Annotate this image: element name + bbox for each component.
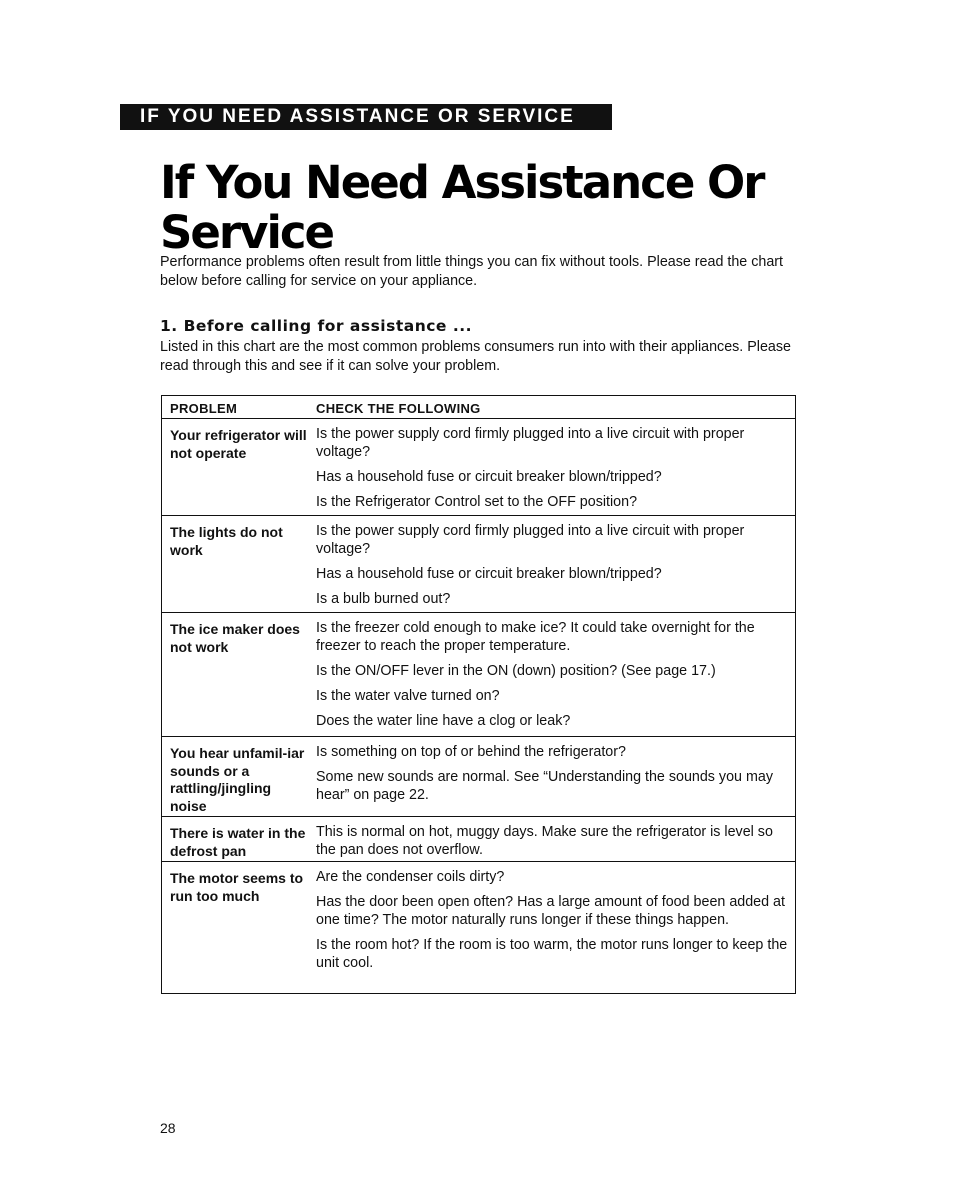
checks-cell bbox=[316, 868, 791, 979]
problem-cell: Your refrigerator will not operate bbox=[170, 427, 307, 461]
troubleshooting-table bbox=[161, 395, 796, 994]
column-header-problem: PROBLEM bbox=[170, 401, 238, 416]
intro-paragraph: Performance problems often result from little things you can fix without tools. Please read the chart below before calling for service on your appliance. bbox=[160, 254, 784, 289]
check-item: Is the water valve turned on? bbox=[316, 688, 500, 704]
problem-cell: There is water in the defrost pan bbox=[170, 825, 306, 859]
checks-cell bbox=[316, 522, 791, 615]
check-item: Some new sounds are normal. See “Understanding the sounds you may hear” on page 22. bbox=[316, 769, 773, 803]
checks-cell bbox=[316, 425, 791, 518]
check-item: Is the Refrigerator Control set to the OFF position? bbox=[316, 494, 638, 510]
check-item: Is the ON/OFF lever in the ON (down) position? (See page 17.) bbox=[316, 663, 716, 679]
column-header-check: CHECK THE FOLLOWING bbox=[316, 401, 481, 416]
check-item: Is something on top of or behind the refrigerator? bbox=[316, 744, 626, 760]
check-item: Does the water line have a clog or leak? bbox=[316, 713, 571, 729]
page-number: 28 bbox=[160, 1120, 176, 1136]
problem-cell: The lights do not work bbox=[170, 524, 283, 558]
check-item: Is a bulb burned out? bbox=[316, 591, 451, 607]
check-item: Has the door been open often? Has a large amount of food been added at one time? The motor naturally runs longer if these things happen. bbox=[316, 894, 785, 928]
check-item: Is the power supply cord firmly plugged into a live circuit with proper voltage? bbox=[316, 426, 745, 460]
checks-cell bbox=[316, 619, 791, 737]
table-row bbox=[162, 861, 795, 994]
check-item: Has a household fuse or circuit breaker blown/tripped? bbox=[316, 469, 662, 485]
check-item: Are the condenser coils dirty? bbox=[316, 869, 505, 885]
section-heading: 1. Before calling for assistance ... bbox=[160, 317, 473, 335]
check-item: Has a household fuse or circuit breaker blown/tripped? bbox=[316, 566, 662, 582]
page-title: If You Need Assistance Or Service bbox=[160, 156, 764, 259]
table-row bbox=[162, 736, 795, 817]
problem-cell: You hear unfamil-iar sounds or a rattling/jingling noise bbox=[170, 745, 305, 814]
check-item: This is normal on hot, muggy days. Make sure the refrigerator is level so the pan does not overflow. bbox=[316, 824, 773, 858]
section-text: Listed in this chart are the most common problems consumers run into with their appliances. Please read through this and see if it can solve your problem. bbox=[160, 339, 791, 374]
table-row bbox=[162, 515, 795, 613]
problem-cell: The motor seems to run too much bbox=[170, 870, 304, 904]
table-row bbox=[162, 418, 795, 516]
problem-cell: The ice maker does not work bbox=[170, 621, 300, 655]
section-banner: IF YOU NEED ASSISTANCE OR SERVICE bbox=[120, 104, 612, 130]
checks-cell bbox=[316, 743, 791, 811]
check-item: Is the power supply cord firmly plugged into a live circuit with proper voltage? bbox=[316, 523, 745, 557]
table-row bbox=[162, 612, 795, 737]
checks-cell bbox=[316, 823, 791, 866]
check-item: Is the room hot? If the room is too warm, the motor runs longer to keep the unit cool. bbox=[316, 937, 788, 971]
check-item: Is the freezer cold enough to make ice? It could take overnight for the freezer to reach the proper temperature. bbox=[316, 620, 755, 654]
table-row bbox=[162, 816, 795, 862]
